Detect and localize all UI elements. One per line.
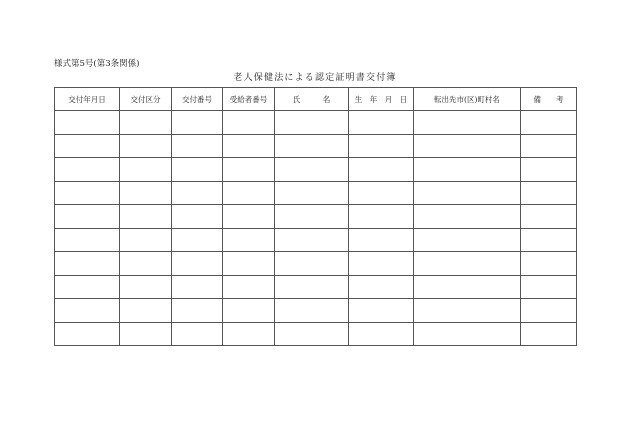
table-row — [55, 228, 577, 252]
table-cell — [414, 228, 521, 252]
table-row — [55, 158, 577, 182]
table-cell — [55, 299, 120, 323]
col-remarks: 備 考 — [521, 88, 577, 111]
table-cell — [172, 275, 223, 299]
table-cell — [223, 158, 275, 182]
table-cell — [349, 181, 414, 205]
table-cell — [521, 322, 577, 346]
table-cell — [275, 299, 349, 323]
table-cell — [55, 111, 120, 135]
table-cell — [120, 111, 172, 135]
table-cell — [172, 205, 223, 229]
table-cell — [349, 322, 414, 346]
table-cell — [521, 299, 577, 323]
table-cell — [223, 275, 275, 299]
table-row — [55, 134, 577, 158]
table-cell — [414, 205, 521, 229]
table-cell — [223, 181, 275, 205]
table-row — [55, 111, 577, 135]
table-cell — [120, 275, 172, 299]
table-row — [55, 205, 577, 229]
table-cell — [55, 275, 120, 299]
table-cell — [275, 111, 349, 135]
table-cell — [275, 181, 349, 205]
table-cell — [275, 134, 349, 158]
table-cell — [172, 322, 223, 346]
table-cell — [172, 299, 223, 323]
col-recipient-number: 受給者番号 — [223, 88, 275, 111]
col-issue-date: 交付年月日 — [55, 88, 120, 111]
table-cell — [521, 228, 577, 252]
table-cell — [349, 299, 414, 323]
table-cell — [414, 322, 521, 346]
table-row — [55, 299, 577, 323]
table-cell — [120, 322, 172, 346]
table-cell — [223, 299, 275, 323]
document-title: 老人保健法による認定証明書交付簿 — [233, 73, 397, 83]
table-cell — [521, 205, 577, 229]
table-cell — [223, 205, 275, 229]
form-number-label: 様式第5号(第3条関係) — [54, 59, 140, 69]
table-cell — [349, 275, 414, 299]
table-cell — [349, 158, 414, 182]
table-row — [55, 252, 577, 276]
table-cell — [55, 322, 120, 346]
table-cell — [172, 252, 223, 276]
issuance-register-table — [54, 87, 577, 346]
table-cell — [223, 228, 275, 252]
table-cell — [275, 228, 349, 252]
table-cell — [120, 134, 172, 158]
table-cell — [55, 252, 120, 276]
table-cell — [349, 111, 414, 135]
table-cell — [172, 228, 223, 252]
table-cell — [521, 252, 577, 276]
table-cell — [172, 181, 223, 205]
table-cell — [120, 158, 172, 182]
table-cell — [172, 158, 223, 182]
table-cell — [414, 134, 521, 158]
table-cell — [172, 134, 223, 158]
table-cell — [120, 299, 172, 323]
table-cell — [275, 322, 349, 346]
table-row — [55, 275, 577, 299]
table-cell — [275, 275, 349, 299]
table-cell — [349, 205, 414, 229]
table-cell — [120, 228, 172, 252]
table-cell — [223, 252, 275, 276]
table-cell — [275, 205, 349, 229]
table-cell — [414, 299, 521, 323]
table-cell — [223, 134, 275, 158]
header-row — [55, 88, 577, 111]
table-cell — [55, 228, 120, 252]
table-cell — [414, 111, 521, 135]
table-cell — [223, 111, 275, 135]
table-cell — [414, 275, 521, 299]
col-issue-number: 交付番号 — [172, 88, 223, 111]
table-cell — [275, 158, 349, 182]
table-cell — [172, 111, 223, 135]
table-cell — [521, 275, 577, 299]
table-cell — [521, 134, 577, 158]
table-cell — [120, 205, 172, 229]
table-cell — [55, 205, 120, 229]
table-cell — [414, 252, 521, 276]
table-cell — [414, 158, 521, 182]
table-cell — [55, 134, 120, 158]
table-cell — [120, 252, 172, 276]
table-cell — [275, 252, 349, 276]
table-cell — [120, 181, 172, 205]
table-cell — [223, 322, 275, 346]
table-cell — [349, 228, 414, 252]
register-body — [55, 111, 577, 346]
table-cell — [521, 158, 577, 182]
table-row — [55, 181, 577, 205]
table-cell — [521, 111, 577, 135]
table-row — [55, 322, 577, 346]
col-issue-type: 交付区分 — [120, 88, 172, 111]
table-cell — [414, 181, 521, 205]
col-birth-date: 生 年 月 日 — [349, 88, 414, 111]
table-cell — [349, 134, 414, 158]
table-cell — [521, 181, 577, 205]
col-name: 氏 名 — [275, 88, 349, 111]
table-cell — [55, 181, 120, 205]
col-destination-municipality: 転出先市(区)町村名 — [414, 88, 521, 111]
table-cell — [55, 158, 120, 182]
table-cell — [349, 252, 414, 276]
